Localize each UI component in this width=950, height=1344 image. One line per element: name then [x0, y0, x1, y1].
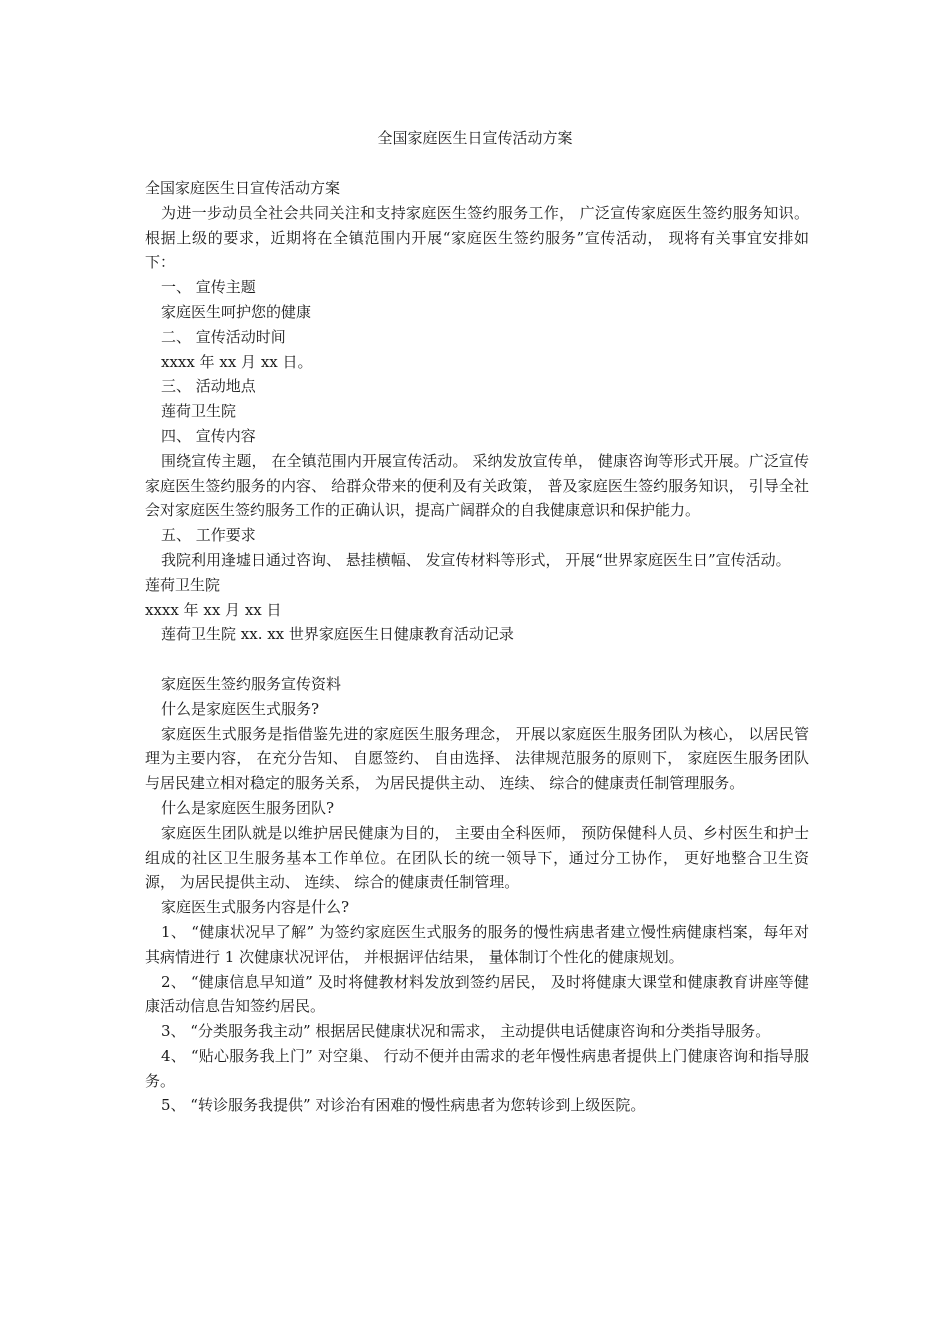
- paragraph: [145, 647, 809, 672]
- paragraph: 4、 “贴心服务我上门” 对空巢、 行动不便并由需求的老年慢性病患者提供上门健康咨询和指导服务。: [145, 1046, 809, 1090]
- paragraph: 一、 宣传主题: [161, 278, 256, 297]
- paragraph: 家庭医生式服务是指借鉴先进的家庭医生服务理念， 开展以家庭医生服务团队为核心， 以居民管理为主要内容， 在充分告知、 自愿签约、 自由选择、 法律规范服务的原则下， 家庭医生服务团队与居民建立相对稳定的服务关系， 为居民提供主动、 连续、 综合的健康责任制管理服务。: [145, 724, 809, 793]
- paragraph: xxxx 年 xx 月 xx 日。: [161, 352, 313, 371]
- paragraph: 四、 宣传内容: [161, 426, 256, 445]
- paragraph: 莲荷卫生院: [161, 402, 237, 421]
- paragraph: 什么是家庭医生服务团队?: [161, 798, 335, 817]
- paragraph: 二、 宣传活动时间: [161, 327, 286, 346]
- paragraph: 家庭医生式服务内容是什么?: [161, 898, 350, 917]
- paragraph: 三、 活动地点: [161, 377, 256, 396]
- paragraph: 围绕宣传主题， 在全镇范围内开展宣传活动。 采纳发放宣传单， 健康咨询等形式开展。广泛宣传家庭医生签约服务的内容、 给群众带来的便利及有关政策， 普及家庭医生签约服务知识， 引导全社会对家庭医生签约服务工作的正确认识，提高广阔群众的自我健康意识和保护能力。: [145, 451, 809, 520]
- paragraph: 5、 “转诊服务我提供” 对诊治有困难的慢性病患者为您转诊到上级医院。: [161, 1096, 646, 1115]
- paragraph: 1、 “健康状况早了解” 为签约家庭医生式服务的服务的慢性病患者建立慢性病健康档案，每年对其病情进行 1 次健康状况评估， 并根据评估结果， 量体制订个性化的健康规划。: [145, 922, 809, 966]
- paragraph: 3、 “分类服务我主动” 根据居民健康状况和需求， 主动提供电话健康咨询和分类指导服务。: [161, 1022, 771, 1041]
- paragraph: xxxx 年 xx 月 xx 日: [145, 600, 282, 619]
- paragraph: 2、 “健康信息早知道” 及时将健教材料发放到签约居民， 及时将健康大课堂和健康教育讲座等健康活动信息告知签约居民。: [145, 972, 809, 1016]
- paragraph: 五、 工作要求: [161, 526, 256, 545]
- document-title: 全国家庭医生日宣传活动方案: [377, 129, 573, 147]
- paragraph: 什么是家庭医生式服务?: [161, 699, 320, 718]
- paragraph: 家庭医生呵护您的健康: [161, 302, 312, 321]
- paragraph: 家庭医生团队就是以维护居民健康为目的， 主要由全科医师， 预防保健科人员、乡村医生和护士组成的社区卫生服务基本工作单位。在团队长的统一领导下，通过分工协作， 更好地整合卫生资源， 为居民提供主动、 连续、 综合的健康责任制管理。: [145, 823, 809, 892]
- paragraph: 为进一步动员全社会共同关注和支持家庭医生签约服务工作， 广泛宣传家庭医生签约服务知识。 根据上级的要求，近期将在全镇范围内开展“家庭医生签约服务”宣传活动， 现将有关事宜安排如下：: [145, 203, 809, 272]
- paragraph: 家庭医生签约服务宣传资料: [161, 674, 342, 693]
- document-body: [145, 176, 809, 1118]
- paragraph: 莲荷卫生院 xx. xx 世界家庭医生日健康教育活动记录: [161, 625, 514, 644]
- paragraph: 全国家庭医生日宣传活动方案: [145, 179, 341, 197]
- paragraph: 我院利用逢墟日通过咨询、 悬挂横幅、 发宣传材料等形式， 开展“世界家庭医生日”宣传活动。: [161, 550, 791, 569]
- paragraph: 莲荷卫生院: [145, 575, 221, 594]
